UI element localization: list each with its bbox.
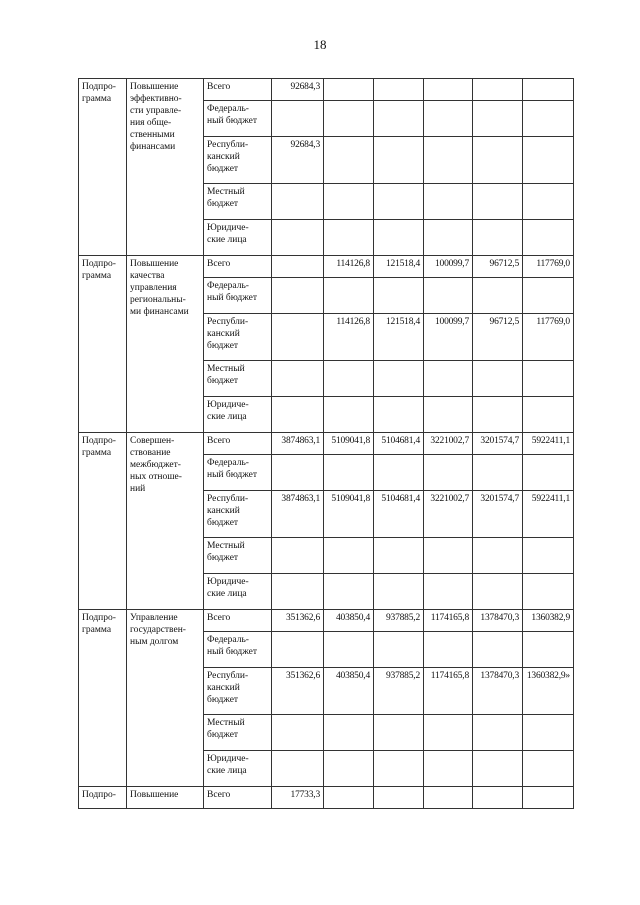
amount-cell	[473, 137, 523, 184]
amount-cell	[473, 715, 523, 751]
amount-cell	[374, 220, 424, 256]
funding-source-cell: Юридиче- ские лица	[204, 574, 272, 610]
amount-cell: 96712,5	[473, 256, 523, 278]
subprogram-name-cell: Управление государствен- ным долгом	[127, 610, 204, 787]
amount-cell	[272, 751, 324, 787]
amount-cell: 1174165,8	[424, 610, 473, 632]
amount-cell: 1174165,8	[424, 668, 473, 715]
amount-cell	[324, 455, 374, 491]
amount-cell	[272, 538, 324, 574]
amount-cell: 3201574,7	[473, 491, 523, 538]
subprogram-type-cell: Подпро- грамма	[79, 256, 127, 433]
amount-cell: 114126,8	[324, 314, 374, 361]
amount-cell	[374, 101, 424, 137]
funding-source-cell: Федераль- ный бюджет	[204, 455, 272, 491]
amount-cell: 121518,4	[374, 314, 424, 361]
amount-cell: 121518,4	[374, 256, 424, 278]
amount-cell	[523, 787, 574, 809]
amount-cell	[324, 278, 374, 314]
amount-cell	[324, 220, 374, 256]
amount-cell: 3221002,7	[424, 491, 473, 538]
amount-cell	[473, 184, 523, 220]
amount-cell	[424, 455, 473, 491]
funding-source-cell: Всего	[204, 610, 272, 632]
amount-cell: 1378470,3	[473, 668, 523, 715]
amount-cell	[473, 278, 523, 314]
amount-cell	[424, 632, 473, 668]
amount-cell	[374, 397, 424, 433]
amount-cell: 351362,6	[272, 668, 324, 715]
amount-cell	[272, 220, 324, 256]
amount-cell	[324, 79, 374, 101]
page-number: 18	[313, 37, 327, 52]
amount-cell: 3201574,7	[473, 433, 523, 455]
subprogram-type-cell: Подпро- грамма	[79, 610, 127, 787]
amount-cell	[473, 574, 523, 610]
budget-table	[78, 78, 574, 809]
amount-cell	[324, 632, 374, 668]
amount-cell	[324, 361, 374, 397]
amount-cell	[424, 101, 473, 137]
subprogram-name-cell: Повышение эффективно- сти управле- ния обще- ственными финансами	[127, 79, 204, 256]
subprogram-type-cell: Подпро- грамма	[79, 79, 127, 256]
amount-cell	[473, 101, 523, 137]
amount-cell	[523, 137, 574, 184]
amount-cell	[523, 715, 574, 751]
funding-source-cell: Местный бюджет	[204, 184, 272, 220]
funding-source-cell: Всего	[204, 256, 272, 278]
amount-cell	[473, 220, 523, 256]
amount-cell: 92684,3	[272, 79, 324, 101]
funding-source-cell: Юридиче- ские лица	[204, 220, 272, 256]
amount-cell	[473, 455, 523, 491]
amount-cell: 17733,3	[272, 787, 324, 809]
funding-source-cell: Республи- канский бюджет	[204, 314, 272, 361]
amount-cell	[523, 632, 574, 668]
amount-cell	[374, 632, 424, 668]
amount-cell	[272, 101, 324, 137]
amount-cell	[324, 787, 374, 809]
amount-cell: 5104681,4	[374, 491, 424, 538]
amount-cell	[424, 79, 473, 101]
funding-source-cell: Местный бюджет	[204, 715, 272, 751]
amount-cell	[324, 751, 374, 787]
amount-cell	[374, 715, 424, 751]
amount-cell	[523, 574, 574, 610]
amount-cell	[424, 184, 473, 220]
amount-cell: 100099,7	[424, 314, 473, 361]
amount-cell	[424, 787, 473, 809]
amount-cell: 117769,0	[523, 256, 574, 278]
amount-cell: 3874863,1	[272, 491, 324, 538]
amount-cell	[374, 455, 424, 491]
amount-cell: 5922411,1	[523, 433, 574, 455]
amount-cell	[473, 751, 523, 787]
amount-cell	[374, 787, 424, 809]
amount-cell: 117769,0	[523, 314, 574, 361]
table-row	[79, 256, 574, 278]
funding-source-cell: Всего	[204, 787, 272, 809]
amount-cell: 92684,3	[272, 137, 324, 184]
funding-source-cell: Местный бюджет	[204, 361, 272, 397]
amount-cell	[374, 184, 424, 220]
amount-cell	[272, 632, 324, 668]
amount-cell	[272, 184, 324, 220]
table-row	[79, 610, 574, 632]
amount-cell: 5922411,1	[523, 491, 574, 538]
amount-cell	[523, 538, 574, 574]
amount-cell	[523, 101, 574, 137]
amount-cell	[324, 397, 374, 433]
amount-cell: 5109041,8	[324, 491, 374, 538]
funding-source-cell: Всего	[204, 79, 272, 101]
amount-cell: 100099,7	[424, 256, 473, 278]
subprogram-type-cell: Подпро- грамма	[79, 433, 127, 610]
table-row	[79, 787, 574, 809]
amount-cell	[272, 314, 324, 361]
amount-cell	[374, 278, 424, 314]
amount-cell: 1378470,3	[473, 610, 523, 632]
amount-cell	[424, 538, 473, 574]
funding-source-cell: Республи- канский бюджет	[204, 491, 272, 538]
subprogram-type-cell: Подпро-	[79, 787, 127, 809]
amount-cell	[424, 715, 473, 751]
amount-cell	[272, 397, 324, 433]
amount-cell	[523, 79, 574, 101]
amount-cell	[374, 79, 424, 101]
amount-cell	[272, 715, 324, 751]
amount-cell: 96712,5	[473, 314, 523, 361]
amount-cell: 403850,4	[324, 610, 374, 632]
subprogram-name-cell: Повышение качества управления региональны- ми финансами	[127, 256, 204, 433]
table-row	[79, 433, 574, 455]
amount-cell	[523, 397, 574, 433]
amount-cell: 937885,2	[374, 668, 424, 715]
amount-cell	[424, 751, 473, 787]
amount-cell	[424, 397, 473, 433]
amount-cell	[473, 397, 523, 433]
amount-cell	[324, 137, 374, 184]
amount-cell	[272, 361, 324, 397]
amount-cell: 5109041,8	[324, 433, 374, 455]
subprogram-name-cell: Повышение	[127, 787, 204, 809]
amount-cell: 3874863,1	[272, 433, 324, 455]
amount-cell	[272, 278, 324, 314]
amount-cell	[473, 361, 523, 397]
amount-cell	[424, 278, 473, 314]
amount-cell: 114126,8	[324, 256, 374, 278]
funding-source-cell: Юридиче- ские лица	[204, 397, 272, 433]
amount-cell	[324, 184, 374, 220]
amount-cell	[324, 574, 374, 610]
amount-cell: 5104681,4	[374, 433, 424, 455]
amount-cell	[324, 101, 374, 137]
amount-cell	[473, 632, 523, 668]
amount-cell	[523, 278, 574, 314]
amount-cell: 1360382,9»	[523, 668, 574, 715]
amount-cell: 403850,4	[324, 668, 374, 715]
amount-cell	[523, 455, 574, 491]
subprogram-name-cell: Совершен- ствование межбюджет- ных отноше- ний	[127, 433, 204, 610]
amount-cell	[374, 137, 424, 184]
funding-source-cell: Всего	[204, 433, 272, 455]
amount-cell	[424, 220, 473, 256]
amount-cell	[324, 538, 374, 574]
amount-cell	[424, 361, 473, 397]
amount-cell	[272, 455, 324, 491]
amount-cell: 3221002,7	[424, 433, 473, 455]
funding-source-cell: Федераль- ный бюджет	[204, 278, 272, 314]
amount-cell	[272, 574, 324, 610]
amount-cell	[374, 361, 424, 397]
amount-cell	[523, 184, 574, 220]
amount-cell	[473, 79, 523, 101]
amount-cell	[473, 538, 523, 574]
amount-cell	[424, 137, 473, 184]
amount-cell	[374, 538, 424, 574]
amount-cell: 937885,2	[374, 610, 424, 632]
amount-cell	[523, 220, 574, 256]
funding-source-cell: Местный бюджет	[204, 538, 272, 574]
amount-cell	[424, 574, 473, 610]
amount-cell: 1360382,9	[523, 610, 574, 632]
funding-source-cell: Федераль- ный бюджет	[204, 632, 272, 668]
funding-source-cell: Республи- канский бюджет	[204, 137, 272, 184]
amount-cell	[523, 751, 574, 787]
funding-source-cell: Республи- канский бюджет	[204, 668, 272, 715]
amount-cell	[324, 715, 374, 751]
amount-cell	[473, 787, 523, 809]
amount-cell	[374, 751, 424, 787]
amount-cell	[523, 361, 574, 397]
amount-cell	[374, 574, 424, 610]
table-row	[79, 79, 574, 101]
amount-cell	[272, 256, 324, 278]
amount-cell: 351362,6	[272, 610, 324, 632]
funding-source-cell: Юридиче- ские лица	[204, 751, 272, 787]
funding-source-cell: Федераль- ный бюджет	[204, 101, 272, 137]
